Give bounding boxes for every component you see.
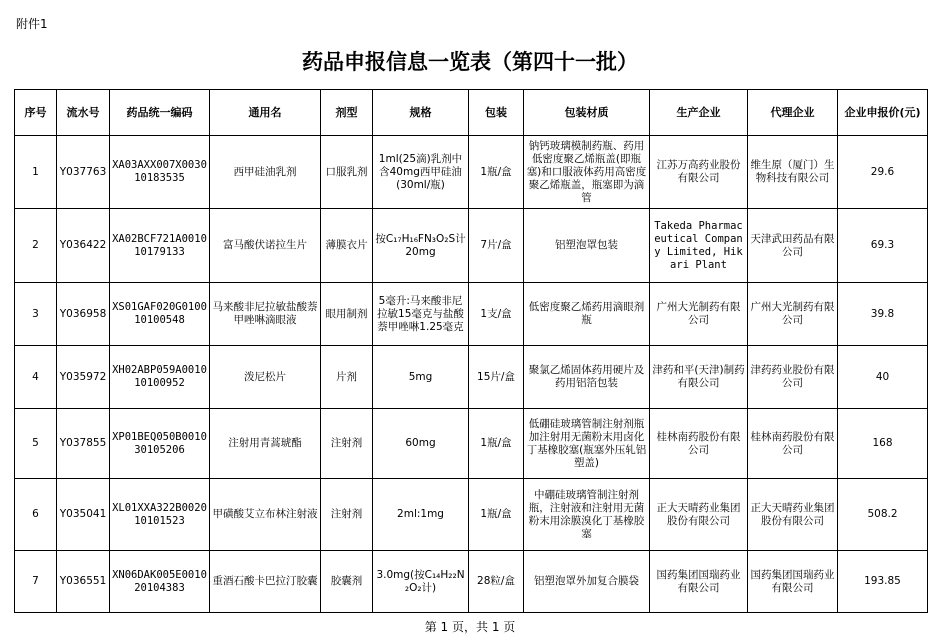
table-row bbox=[15, 409, 928, 479]
cell-serial: Y036958 bbox=[57, 283, 110, 346]
col-header-spec: 规格 bbox=[373, 90, 469, 136]
table-row bbox=[15, 283, 928, 346]
annex-label: 附件1 bbox=[16, 17, 48, 31]
cell-spec: 5毫升:马来酸非尼拉敏15毫克与盐酸萘甲唑啉1.25毫克 bbox=[373, 283, 469, 346]
cell-spec: 1ml(25滴)乳剂中含40mg西甲硅油(30ml/瓶) bbox=[373, 136, 469, 209]
cell-price: 508.2 bbox=[838, 479, 928, 551]
table-row bbox=[15, 346, 928, 409]
cell-spec: 60mg bbox=[373, 409, 469, 479]
cell-serial: Y035041 bbox=[57, 479, 110, 551]
cell-code: XA02BCF721A0010 10179133 bbox=[110, 209, 210, 283]
cell-material: 聚氯乙烯固体药用硬片及药用铝箔包装 bbox=[524, 346, 650, 409]
cell-code: XA03AXX007X0030 10183535 bbox=[110, 136, 210, 209]
col-header-form: 剂型 bbox=[321, 90, 373, 136]
drug-declaration-table bbox=[14, 89, 928, 613]
cell-serial: Y035972 bbox=[57, 346, 110, 409]
cell-form: 片剂 bbox=[321, 346, 373, 409]
cell-spec: 按C₁₇H₁₆FN₃O₂S计20mg bbox=[373, 209, 469, 283]
cell-code: XH02ABP059A0010 10100952 bbox=[110, 346, 210, 409]
cell-no: 7 bbox=[15, 551, 57, 613]
table-row bbox=[15, 209, 928, 283]
cell-agent: 津药药业股份有限公司 bbox=[748, 346, 838, 409]
cell-maker: 桂林南药股份有限公司 bbox=[650, 409, 748, 479]
cell-pack: 1支/盒 bbox=[469, 283, 524, 346]
cell-form: 口服乳剂 bbox=[321, 136, 373, 209]
cell-code: XL01XXA322B0020 10101523 bbox=[110, 479, 210, 551]
cell-serial: Y037763 bbox=[57, 136, 110, 209]
cell-serial: Y036551 bbox=[57, 551, 110, 613]
cell-material: 中硼硅玻璃管制注射剂瓶，注射液和注射用无菌粉末用涂膜溴化丁基橡胶塞 bbox=[524, 479, 650, 551]
cell-material: 低密度聚乙烯药用滴眼剂瓶 bbox=[524, 283, 650, 346]
cell-maker: 广州大光制药有限公司 bbox=[650, 283, 748, 346]
cell-name: 西甲硅油乳剂 bbox=[210, 136, 321, 209]
col-header-material: 包装材质 bbox=[524, 90, 650, 136]
cell-name: 甲磺酸艾立布林注射液 bbox=[210, 479, 321, 551]
cell-name: 注射用青蒿琥酯 bbox=[210, 409, 321, 479]
cell-name: 重酒石酸卡巴拉汀胶囊 bbox=[210, 551, 321, 613]
cell-agent: 维生原（厦门）生物科技有限公司 bbox=[748, 136, 838, 209]
cell-price: 40 bbox=[838, 346, 928, 409]
cell-no: 3 bbox=[15, 283, 57, 346]
cell-form: 薄膜衣片 bbox=[321, 209, 373, 283]
cell-code: XS01GAF020G0100 10100548 bbox=[110, 283, 210, 346]
col-header-maker: 生产企业 bbox=[650, 90, 748, 136]
table-row bbox=[15, 136, 928, 209]
col-header-code: 药品统一编码 bbox=[110, 90, 210, 136]
cell-agent: 国药集团国瑞药业有限公司 bbox=[748, 551, 838, 613]
cell-spec: 2ml:1mg bbox=[373, 479, 469, 551]
cell-maker: 津药和平(天津)制药有限公司 bbox=[650, 346, 748, 409]
col-header-pack: 包装 bbox=[469, 90, 524, 136]
cell-price: 29.6 bbox=[838, 136, 928, 209]
cell-name: 富马酸伏诺拉生片 bbox=[210, 209, 321, 283]
cell-price: 39.8 bbox=[838, 283, 928, 346]
cell-material: 铝塑泡罩包装 bbox=[524, 209, 650, 283]
cell-no: 5 bbox=[15, 409, 57, 479]
cell-pack: 1瓶/盒 bbox=[469, 409, 524, 479]
cell-name: 泼尼松片 bbox=[210, 346, 321, 409]
cell-form: 眼用制剂 bbox=[321, 283, 373, 346]
cell-spec: 3.0mg(按C₁₄H₂₂N₂O₂计) bbox=[373, 551, 469, 613]
cell-form: 注射剂 bbox=[321, 409, 373, 479]
cell-name: 马来酸非尼拉敏盐酸萘甲唑啉滴眼液 bbox=[210, 283, 321, 346]
cell-price: 193.85 bbox=[838, 551, 928, 613]
cell-maker: 江苏万高药业股份有限公司 bbox=[650, 136, 748, 209]
cell-agent: 广州大光制药有限公司 bbox=[748, 283, 838, 346]
cell-code: XP01BEQ050B0010 30105206 bbox=[110, 409, 210, 479]
cell-maker: 国药集团国瑞药业有限公司 bbox=[650, 551, 748, 613]
cell-price: 168 bbox=[838, 409, 928, 479]
cell-serial: Y037855 bbox=[57, 409, 110, 479]
cell-material: 铝塑泡罩外加复合膜袋 bbox=[524, 551, 650, 613]
table-row bbox=[15, 551, 928, 613]
col-header-price: 企业申报价(元) bbox=[838, 90, 928, 136]
page-footer: 第 1 页，共 1 页 bbox=[424, 620, 516, 634]
cell-no: 6 bbox=[15, 479, 57, 551]
cell-agent: 正大天晴药业集团股份有限公司 bbox=[748, 479, 838, 551]
col-header-no: 序号 bbox=[15, 90, 57, 136]
cell-pack: 1瓶/盒 bbox=[469, 136, 524, 209]
page-title: 药品申报信息一览表（第四十一批） bbox=[302, 50, 638, 74]
cell-pack: 1瓶/盒 bbox=[469, 479, 524, 551]
cell-form: 注射剂 bbox=[321, 479, 373, 551]
cell-price: 69.3 bbox=[838, 209, 928, 283]
col-header-agent: 代理企业 bbox=[748, 90, 838, 136]
cell-agent: 桂林南药股份有限公司 bbox=[748, 409, 838, 479]
table-header-row bbox=[15, 90, 928, 136]
cell-no: 1 bbox=[15, 136, 57, 209]
cell-pack: 28粒/盒 bbox=[469, 551, 524, 613]
cell-agent: 天津武田药品有限公司 bbox=[748, 209, 838, 283]
cell-no: 2 bbox=[15, 209, 57, 283]
cell-serial: Y036422 bbox=[57, 209, 110, 283]
cell-maker: 正大天晴药业集团股份有限公司 bbox=[650, 479, 748, 551]
cell-no: 4 bbox=[15, 346, 57, 409]
cell-pack: 7片/盒 bbox=[469, 209, 524, 283]
table-row bbox=[15, 479, 928, 551]
col-header-name: 通用名 bbox=[210, 90, 321, 136]
col-header-serial: 流水号 bbox=[57, 90, 110, 136]
cell-form: 胶囊剂 bbox=[321, 551, 373, 613]
cell-material: 钠钙玻璃模制药瓶、药用低密度聚乙烯瓶盖(即瓶塞)和口服液体药用高密度聚乙烯瓶盖，瓶塞即为滴管 bbox=[524, 136, 650, 209]
cell-spec: 5mg bbox=[373, 346, 469, 409]
cell-maker: Takeda Pharmaceutical Company Limited, Hikari Plant bbox=[650, 209, 748, 283]
cell-pack: 15片/盒 bbox=[469, 346, 524, 409]
cell-code: XN06DAK005E0010 20104383 bbox=[110, 551, 210, 613]
cell-material: 低硼硅玻璃管制注射剂瓶加注射用无菌粉末用卤化丁基橡胶塞(瓶塞外压轧铝塑盖) bbox=[524, 409, 650, 479]
